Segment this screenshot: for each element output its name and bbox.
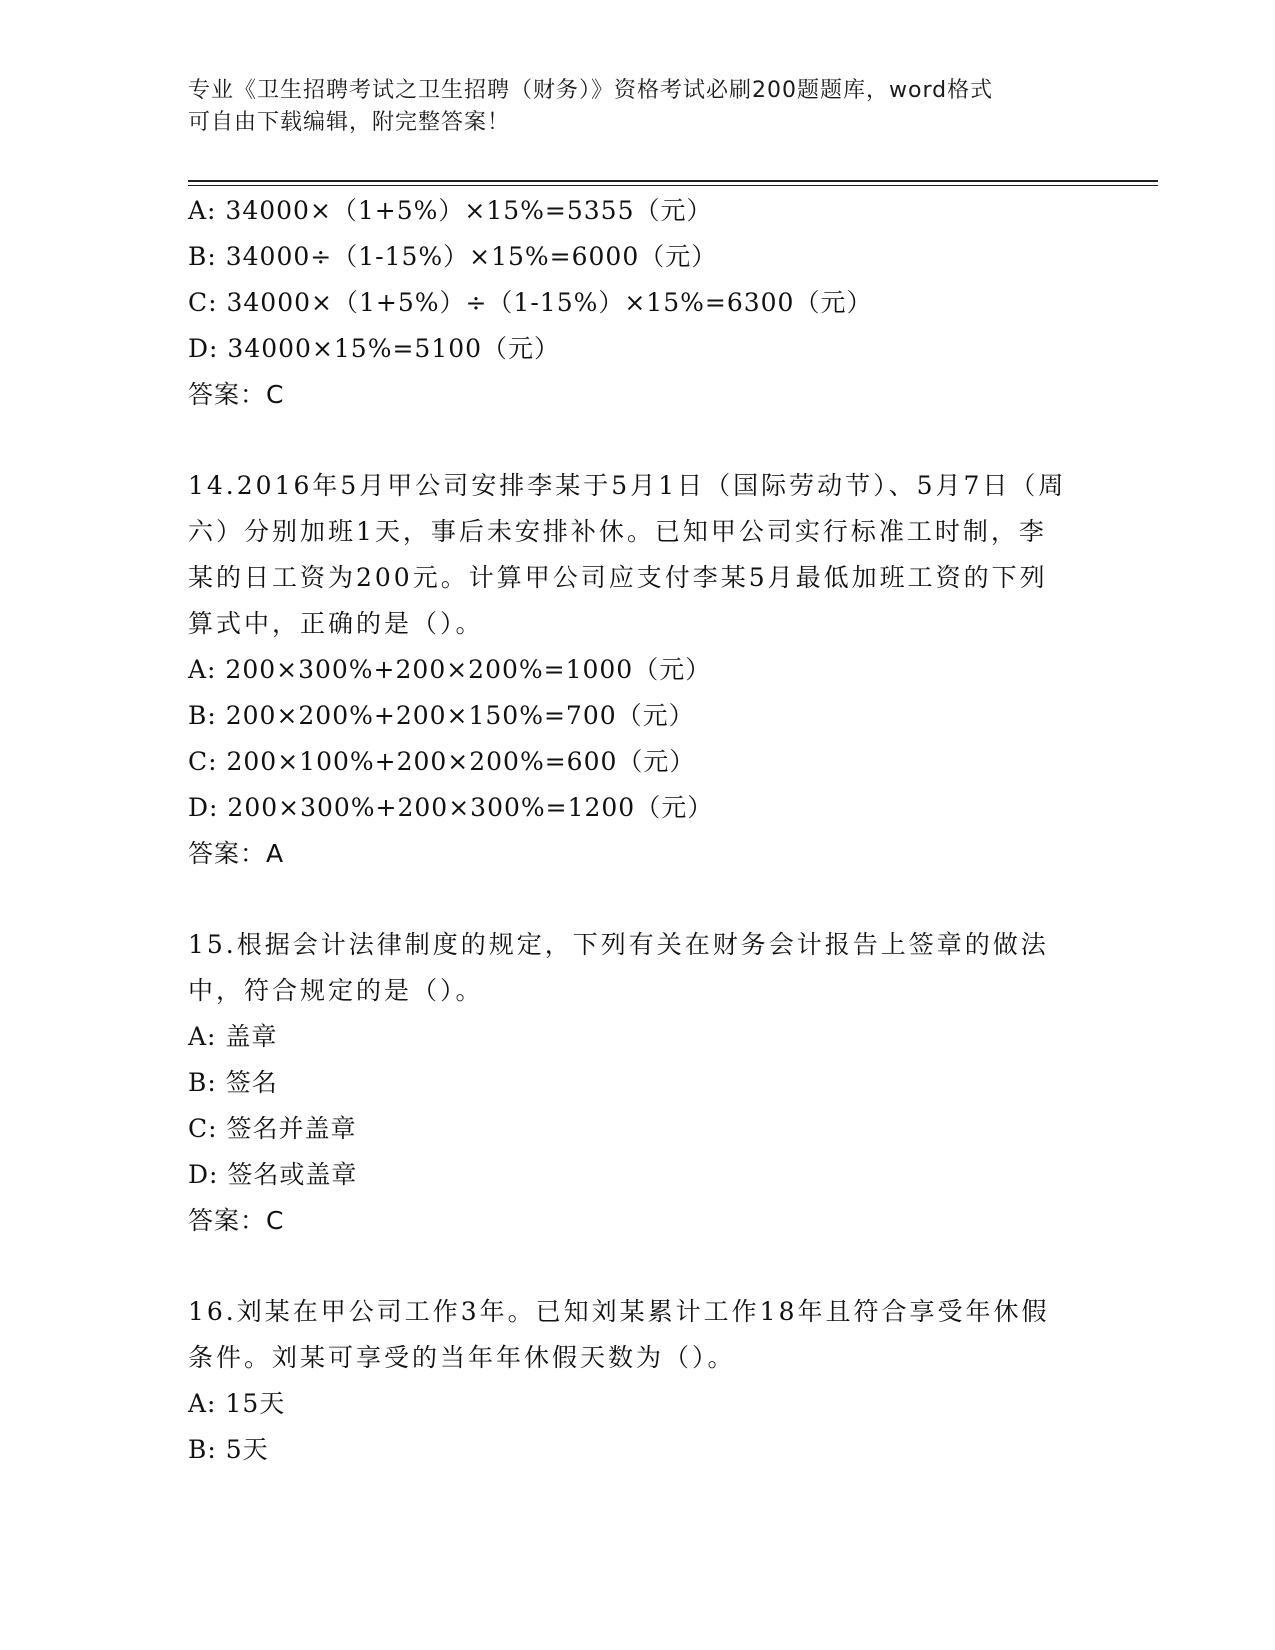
question-14: [188, 463, 1088, 877]
answer-line: 答案：C: [188, 380, 285, 409]
question-16: [188, 1289, 1088, 1473]
option-c: C: 签名并盖章: [188, 1114, 357, 1143]
question-13: [188, 188, 1088, 418]
option-a: A: 15天: [188, 1389, 286, 1418]
option-c: C: 200×100%+200×200%=600（元）: [188, 747, 696, 776]
answer-line: 答案：C: [188, 1206, 285, 1235]
option-a: A: 盖章: [188, 1022, 278, 1051]
question-text: 15.根据会计法律制度的规定，下列有关在财务会计报告上签章的做法中，符合规定的是（）。: [188, 930, 1049, 1005]
spacer: [188, 418, 1088, 463]
option-b: B: 34000÷（1-15%）×15%=6000（元）: [188, 242, 718, 271]
option-d: D: 签名或盖章: [188, 1160, 358, 1189]
page-header: [188, 75, 1068, 139]
option-d: D: 34000×15%=5100（元）: [188, 334, 561, 363]
header-title-line-1: 专业《卫生招聘考试之卫生招聘（财务）》资格考试必刷200题题库，word格式: [188, 78, 994, 103]
answer-line: 答案：A: [188, 839, 285, 868]
option-b: B: 200×200%+200×150%=700（元）: [188, 701, 695, 730]
question-text: 14.2016年5月甲公司安排李某于5月1日（国际劳动节）、5月7日（周六）分别加班1天，事后未安排补休。已知甲公司实行标准工时制，李某的日工资为200元。计算甲公司应支付李某5月最低加班工资的下列算式中，正确的是（）。: [188, 471, 1067, 638]
spacer: [188, 1244, 1088, 1289]
question-list: [188, 188, 1088, 1473]
header-divider-thin: [188, 185, 1158, 186]
option-c: C: 34000×（1+5%）÷（1-15%）×15%=6300（元）: [188, 288, 873, 317]
header-title-line-2: 可自由下载编辑，附完整答案！: [188, 110, 511, 135]
option-a: A: 34000×（1+5%）×15%=5355（元）: [188, 196, 713, 225]
option-b: B: 签名: [188, 1068, 278, 1097]
option-a: A: 200×300%+200×200%=1000（元）: [188, 655, 712, 684]
header-divider-thick: [188, 180, 1158, 182]
option-b: B: 5天: [188, 1435, 269, 1464]
question-text: 16.刘某在甲公司工作3年。已知刘某累计工作18年且符合享受年休假条件。刘某可享受的当年年休假天数为（）。: [188, 1297, 1050, 1372]
option-d: D: 200×300%+200×300%=1200（元）: [188, 793, 714, 822]
question-15: [188, 922, 1088, 1244]
spacer: [188, 877, 1088, 922]
